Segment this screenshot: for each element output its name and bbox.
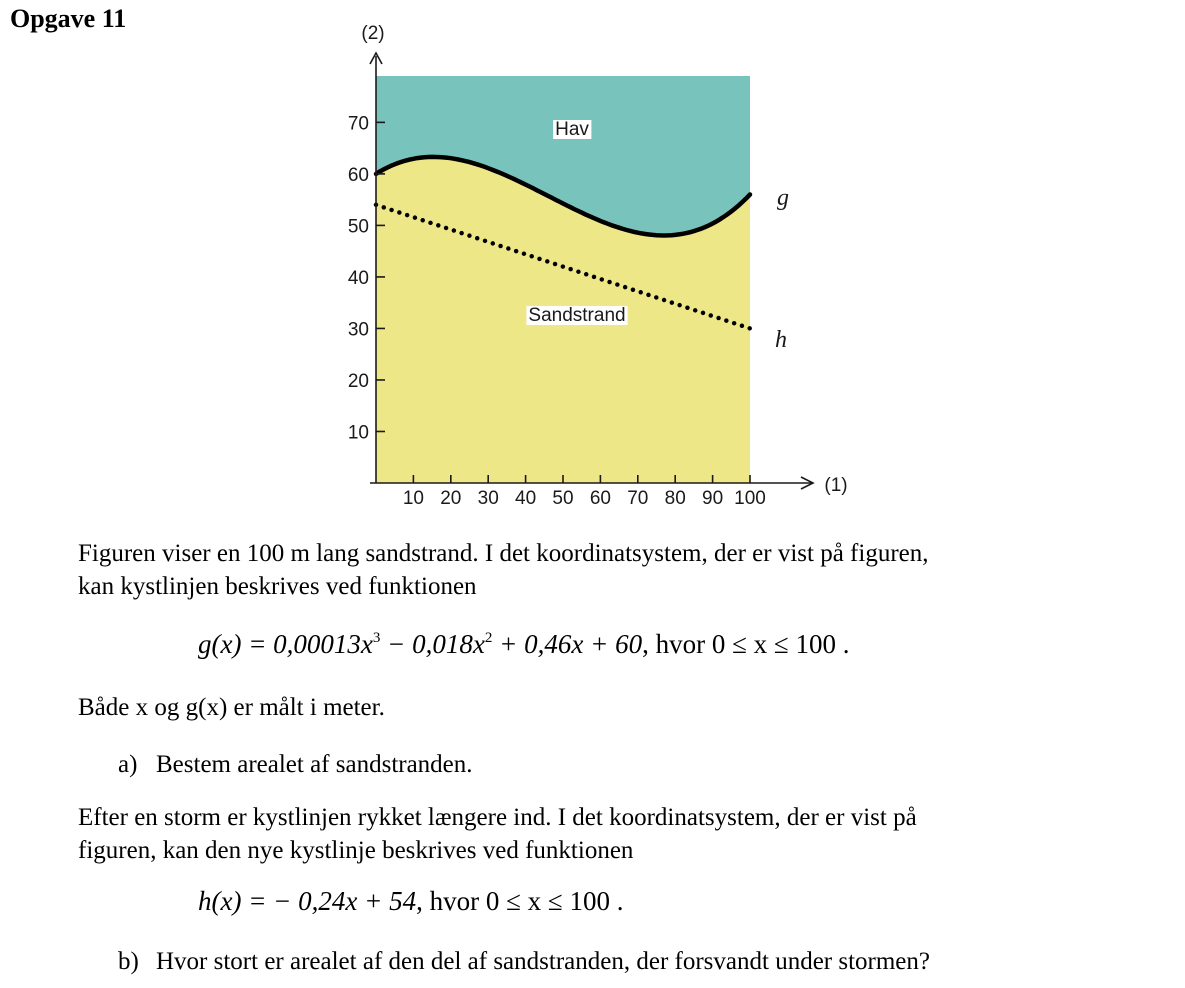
y-tick-label: 40 [347,267,369,289]
storm-paragraph [78,801,917,867]
g-formula-mid: − 0,018x [380,629,485,659]
x-tick-label: 50 [552,488,574,509]
x-tick-label: 60 [589,488,611,509]
question-b-text: Hvor stort er arealet af den del af sandstranden, der forsvandt under stormen? [156,948,930,975]
x-tick-label: 100 [734,488,766,509]
question-a [118,751,473,779]
question-a-text: Bestem arealet af sandstranden. [156,751,473,778]
g-formula-power-2: 2 [484,630,493,646]
storm-line-2: figuren, kan den nye kystlinje beskrives ved funktionen [78,837,634,864]
h-formula-condition: , hvor 0 ≤ x ≤ 100 . [416,886,624,916]
units-sentence: Både x og g(x) er målt i meter. [78,694,385,721]
y-tick-label: 70 [347,113,369,135]
question-b [118,948,930,976]
region-label: Sandstrand [528,305,626,326]
curve-g-label: g [777,185,789,211]
x-axis-label: (1) [824,475,848,496]
x-tick-label: 40 [515,488,537,509]
g-formula-condition: , hvor 0 ≤ x ≤ 100 . [642,629,850,659]
x-tick-label: 90 [702,488,724,509]
intro-paragraph [78,537,929,603]
g-formula-rest: + 0,46x + 60 [492,629,643,659]
intro-line-2: kan kystlinjen beskrives ved funktionen [78,573,477,600]
x-tick-label: 20 [440,488,462,509]
question-a-label: a) [118,751,138,778]
y-axis-label: (2) [361,23,385,44]
y-tick-label: 30 [347,319,369,341]
y-tick-label: 60 [347,164,369,186]
g-formula-lhs: g(x) = 0,00013x [198,629,373,659]
storm-line-1: Efter en storm er kystlinjen rykket længere ind. I det koordinatsystem, der er vist på [78,804,917,831]
x-tick-label: 70 [627,488,649,509]
line-h-label: h [775,327,787,353]
region-label: Hav [555,119,589,140]
y-tick-label: 10 [347,422,369,444]
x-tick-label: 80 [664,488,686,509]
g-formula [198,629,849,660]
exercise-title: Opgave 11 [10,4,127,33]
question-b-label: b) [118,948,139,975]
h-formula-lhs: h(x) = − 0,24x + 54 [198,886,417,916]
intro-line-1: Figuren viser en 100 m lang sandstrand. I det koordinatsystem, der er vist på figuren, [78,540,929,567]
h-formula [198,886,624,917]
y-tick-label: 50 [347,216,369,238]
x-tick-label: 10 [402,488,424,509]
y-tick-label: 20 [347,370,369,392]
x-tick-label: 30 [477,488,499,509]
g-formula-power-3: 3 [372,630,381,646]
